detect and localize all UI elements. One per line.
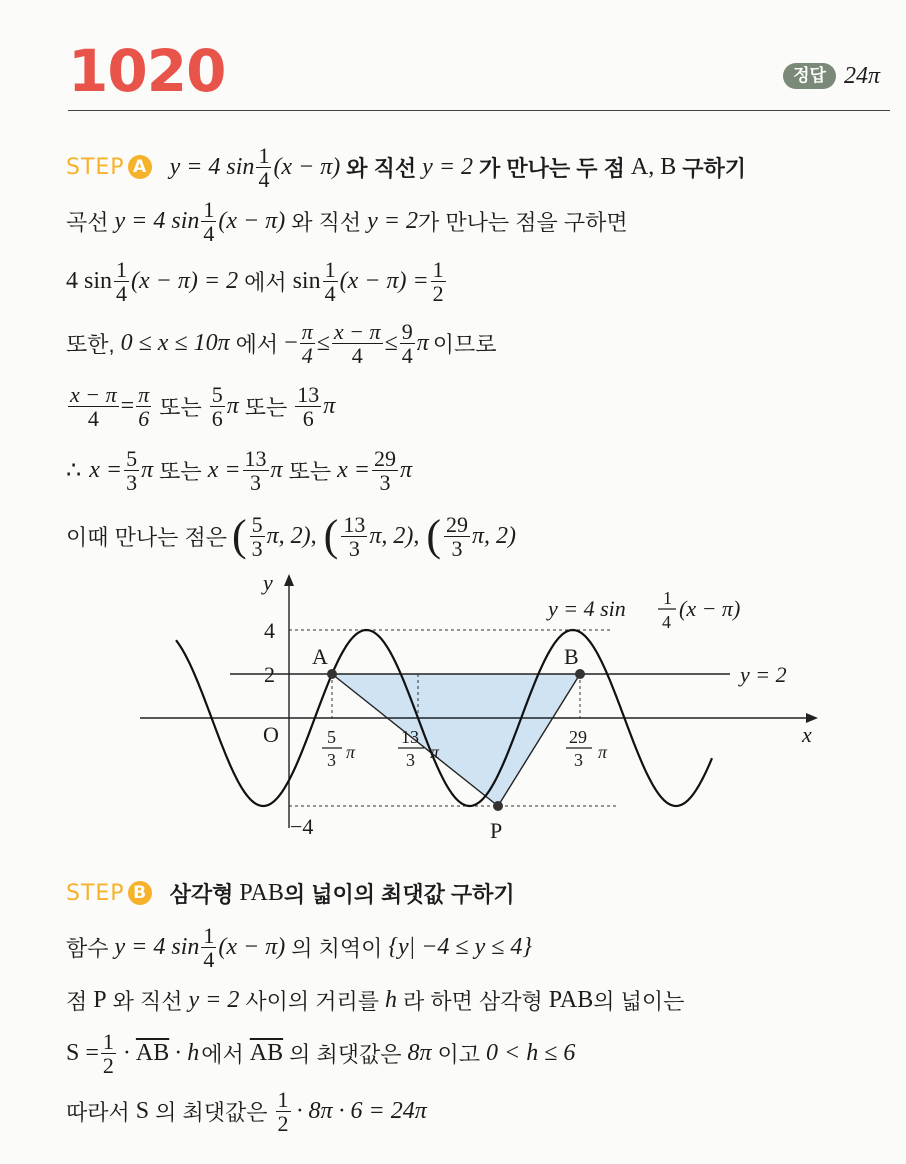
fraction-1-2: $\frac{1}{2}$ — [102, 1028, 114, 1078]
fraction-1-4: $\frac{1}{4}$ — [203, 922, 215, 972]
x-tick-13-den: 3 — [406, 750, 415, 770]
math: y = 4 sin — [114, 933, 200, 960]
x-tick-5-pi: π — [346, 742, 356, 762]
fraction-29-3: $\frac{29}{3}$ — [373, 445, 396, 495]
answer-value: 24π — [843, 62, 880, 89]
problem-number: 1020 — [68, 37, 226, 105]
y-axis-arrow — [284, 574, 294, 586]
point-a — [327, 669, 337, 679]
x-tick-13-pi: π — [430, 742, 440, 762]
fraction-x-minus-pi-4: $\frac{x - \pi}{4}$ — [333, 318, 381, 368]
math: h — [384, 986, 397, 1013]
text: 또는 — [159, 458, 202, 484]
fraction-pi-6: $\frac{\pi}{6}$ — [138, 381, 150, 431]
text: 라 하면 삼각형 — [402, 988, 543, 1014]
math: π — [416, 329, 429, 356]
math: 8π — [407, 1039, 432, 1066]
math: h — [187, 1039, 200, 1066]
y-tick-2: 2 — [264, 662, 275, 687]
text: 와 직선 — [291, 209, 362, 235]
text: 사이의 거리를 — [245, 988, 379, 1014]
fraction-5-3: $\frac{5}{3}$ — [251, 511, 263, 561]
y-axis-label: y — [263, 570, 273, 595]
step-a-func-arg: (x − π) — [273, 153, 341, 180]
step-b-heading — [66, 868, 515, 918]
text: 삼각형 — [169, 881, 234, 907]
step-a-letter: A — [128, 155, 152, 179]
solution-line-5 — [66, 445, 412, 495]
curve-label-arg: (x − π) — [679, 596, 741, 621]
math: x = — [207, 456, 241, 483]
paren: ( — [323, 511, 339, 560]
sine-graph — [0, 566, 906, 866]
solution-line-6 — [66, 508, 516, 564]
math: π — [323, 392, 336, 419]
header-divider — [68, 110, 890, 111]
text: 의 넓이는 — [593, 988, 685, 1014]
fraction-13-3: $\frac{13}{3}$ — [343, 511, 366, 561]
math: (x − π) = 2 — [131, 267, 239, 294]
math: (x − π) = — [339, 267, 429, 294]
solution-line-1 — [66, 196, 628, 246]
step-a-points: A, B — [630, 153, 677, 180]
math: PAB — [548, 986, 594, 1013]
math: · 8π · 6 = 24π — [296, 1097, 427, 1124]
math: − — [284, 329, 298, 356]
step-b-label: STEP B — [66, 881, 152, 906]
math: 4 sin — [66, 267, 113, 294]
math: π — [226, 392, 239, 419]
math: , — [310, 522, 317, 549]
solution-line-3 — [66, 318, 497, 368]
text: 이때 만나는 점은 — [66, 524, 227, 550]
math: PAB — [239, 879, 284, 906]
line-y2-label: y = 2 — [740, 662, 787, 687]
step-b-line-4 — [66, 1086, 427, 1136]
answer-badge: 정답 — [783, 63, 836, 89]
math: π — [270, 456, 283, 483]
fraction-1-4: $\frac{1}{4}$ — [116, 256, 128, 306]
x-tick-13-num: 13 — [401, 727, 419, 747]
fraction-13-3: $\frac{13}{3}$ — [244, 445, 267, 495]
math: x = — [337, 456, 370, 483]
fraction-13-6: $\frac{13}{6}$ — [297, 381, 320, 431]
math: {y| −4 ≤ y ≤ 4} — [388, 933, 532, 960]
step-a-heading — [66, 142, 746, 192]
curve-label: y = 4 sin — [548, 596, 626, 621]
text: 의 최댓값은 — [155, 1099, 268, 1125]
text: 또는 — [288, 458, 332, 484]
math: ≤ — [384, 329, 398, 356]
text: 에서 — [235, 331, 279, 357]
text: 에서 — [201, 1041, 244, 1067]
solution-line-4 — [66, 381, 335, 431]
text: 이므로 — [432, 331, 497, 357]
text: 또는 — [159, 394, 202, 420]
math: P — [93, 986, 107, 1013]
fraction-5-6: $\frac{5}{6}$ — [211, 381, 223, 431]
math: S = — [66, 1039, 99, 1066]
math: π — [399, 456, 412, 483]
math: π, 2) — [472, 522, 517, 549]
text: 곡선 — [66, 209, 109, 235]
header — [68, 38, 890, 112]
math: sin — [292, 267, 321, 294]
step-a-func: y = 4 sin — [169, 153, 255, 180]
math: $\overline{AB}$ — [249, 1039, 284, 1066]
x-tick-5-den: 3 — [327, 750, 336, 770]
point-p-label: P — [490, 818, 503, 843]
fraction-x-minus-pi-4: $\frac{x - \pi}{4}$ — [70, 381, 117, 431]
x-axis-label: x — [802, 722, 812, 747]
step-b-line-1 — [66, 922, 532, 972]
math: π, 2) — [266, 522, 311, 549]
fraction-1-4: $\frac{1}{4}$ — [324, 256, 336, 306]
fraction-5-3: $\frac{5}{3}$ — [126, 445, 138, 495]
math: π, 2) — [369, 522, 414, 549]
math: 0 < h ≤ 6 — [486, 1039, 576, 1066]
math: ≤ — [316, 329, 330, 356]
step-b-line-2 — [66, 980, 684, 1020]
point-b — [575, 669, 585, 679]
fraction-1-4: $\frac{1}{4}$ — [203, 196, 215, 246]
x-tick-5-num: 5 — [327, 727, 336, 747]
y-tick-4: 4 — [264, 618, 275, 643]
x-tick-29-pi: π — [598, 742, 608, 762]
paren: ( — [426, 511, 441, 560]
text: 함수 — [66, 935, 109, 961]
curve-label-den: 4 — [662, 612, 671, 632]
text: 와 직선 — [112, 988, 183, 1014]
fraction-1-2: $\frac{1}{2}$ — [277, 1086, 289, 1136]
step-b-line-3 — [66, 1028, 575, 1078]
math: S — [135, 1097, 150, 1124]
point-b-label: B — [564, 644, 579, 669]
fraction-29-3: $\frac{29}{3}$ — [446, 511, 468, 561]
fraction-1-4: $\frac{1}{4}$ — [258, 142, 270, 192]
x-tick-29-den: 3 — [574, 750, 583, 770]
math: π — [141, 456, 154, 483]
shaded-region — [332, 674, 580, 806]
y-tick-minus4: −4 — [290, 814, 314, 839]
text: 따라서 — [66, 1099, 130, 1125]
x-tick-29-num: 29 — [569, 727, 587, 747]
math: y = 2 — [367, 207, 418, 234]
text: 의 치역이 — [291, 935, 383, 961]
text: 의 최댓값은 — [289, 1041, 402, 1067]
text: 또한, — [66, 331, 115, 357]
text: 가 만나는 점을 구하면 — [417, 209, 628, 235]
step-a-text: 구하기 — [682, 155, 746, 181]
answer — [783, 62, 880, 90]
step-a-text: 가 만나는 두 점 — [479, 155, 625, 181]
text: 에서 — [244, 269, 287, 295]
math: x = — [89, 456, 123, 483]
point-p — [493, 801, 503, 811]
step-b-letter: B — [128, 881, 152, 905]
curve-label-num: 1 — [663, 588, 672, 608]
math: (x − π) — [218, 207, 286, 234]
text: 의 넓이의 최댓값 구하기 — [283, 881, 515, 907]
math: $\overline{AB}$ — [135, 1039, 170, 1066]
math: y = 2 — [188, 986, 240, 1013]
math: (x − π) — [218, 933, 286, 960]
math: · — [174, 1039, 183, 1066]
step-a-line: y = 2 — [422, 153, 474, 180]
math: , — [413, 522, 420, 549]
step-a-text: 와 직선 — [346, 155, 417, 181]
fraction-1-2: $\frac{1}{2}$ — [432, 256, 444, 306]
text: 점 — [66, 988, 88, 1014]
paren: ( — [232, 511, 247, 560]
fraction-9-4: $\frac{9}{4}$ — [401, 318, 413, 368]
math: ∴ — [66, 457, 82, 484]
math: y = 4 sin — [114, 207, 200, 234]
origin-label: O — [263, 722, 279, 747]
step-a-label: STEP A — [66, 155, 152, 180]
math: 0 ≤ x ≤ 10π — [120, 329, 230, 356]
text: 또는 — [244, 394, 288, 420]
text: 이고 — [437, 1041, 481, 1067]
math: · — [122, 1039, 131, 1066]
fraction-pi-4: $\frac{\pi}{4}$ — [301, 318, 313, 368]
solution-line-2 — [66, 256, 448, 306]
math: = — [120, 392, 135, 419]
point-a-label: A — [312, 644, 328, 669]
